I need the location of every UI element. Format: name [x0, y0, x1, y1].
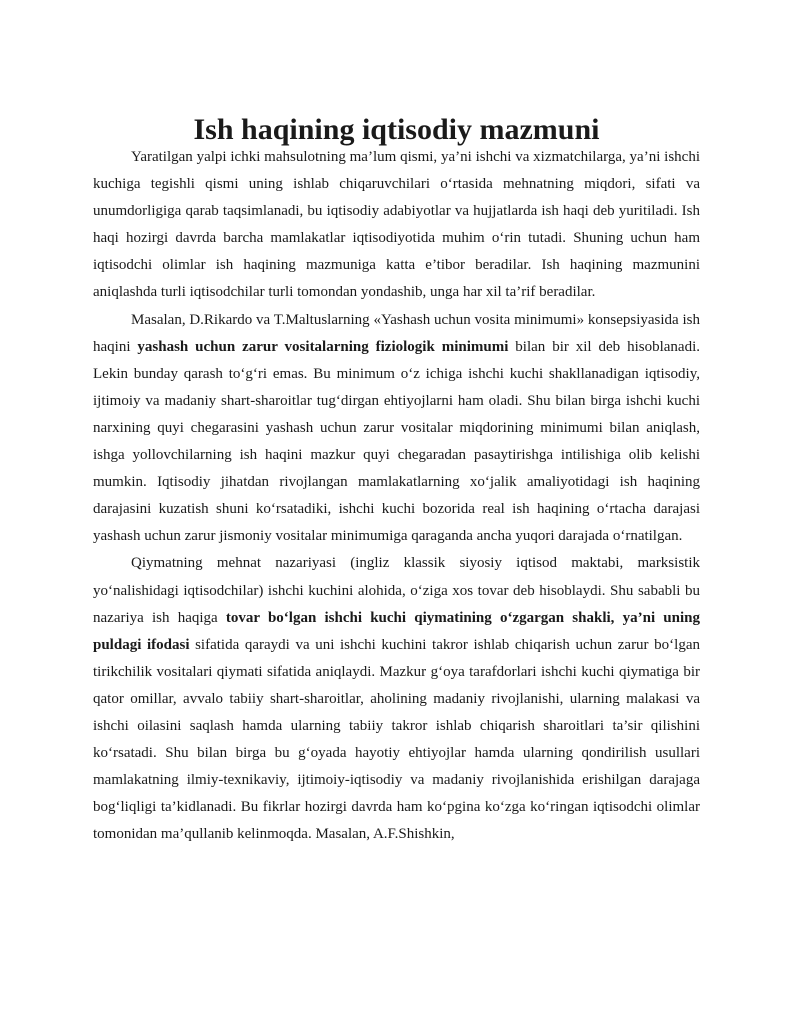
paragraph-3-bold: tovar bo‘lgan ishchi kuchi qiymatining o‘zgargan shakli, ya’ni uning puldagi ifodasi [93, 609, 701, 653]
document-page [93, 113, 701, 848]
paragraph-2-text-a: Masalan, D.Rikardo va T.Maltuslarning «Yashash uchun vosita minimumi» konsepsiyasida ish haqini [93, 311, 700, 355]
paragraph-3 [93, 550, 700, 848]
paragraph-3-text-b: sifatida qaraydi va uni ishchi kuchini takror ishlab chiqarish uchun zarur bo‘lgan tirikchilik vositalari qiymati sifatida aniqlaydi. Mazkur g‘oya tarafdorlari ishchi kuchi qiymatiga bir qator omillar, avvalo tabiiy shart-sharoitlar, aholining madaniy rivojlanishi, ularning malakasi va ishchi oilasini saqlash hamda ularning tabiiy takror ishlab chiqarish sharoitlari ta’sir qilishini ko‘rsatadi. Shu bilan birga bu g‘oyada hayotiy ehtiyojlar hamda ularning qondirilish usullari mamlakatning ilmiy-texnikaviy, ijtimoiy-iqtisodiy va madaniy rivojlanishida erishilgan darajaga bog‘liqligi ta’kidlanadi. Bu fikrlar hozirgi davrda ham ko‘pgina ko‘zga ko‘ringan iqtisodchi olimlar tomonidan ma’qullanib kelinmoqda. Masalan, A.F.Shishkin, [93, 636, 700, 843]
paragraph-2 [93, 307, 700, 551]
paragraph-2-text-b: bilan bir xil deb hisoblanadi. Lekin bunday qarash to‘g‘ri emas. Bu minimum o‘z ichiga ishchi kuchi shakllanadigan iqtisodiy, ijtimoiy va madaniy shart-sharoitlar tug‘dirgan ehtiyojlarni ham oladi. Shu bilan birga ishchi kuchi narxining quyi chegarasini yashash uchun zarur vositalar miqdorining minimumi bilan aniqlash, ishga yollovchilarning ish haqini mazkur quyi chegaradan pasaytirishga intilishiga olib kelishi mumkin. Iqtisodiy jihatdan rivojlangan mamlakatlarning xo‘jalik amaliyotidagi ish haqining darajasini kuzatish shuni ko‘rsatadiki, ishchi kuchi bozorida real ish haqining o‘rtacha darajasi yashash uchun zarur jismoniy vositalar minimumiga qaraganda ancha yuqori darajada o‘rnatilgan. [93, 338, 700, 545]
document-title: Ish haqining iqtisodiy mazmuni [193, 113, 600, 146]
paragraph-3-text-a: Qiymatning mehnat nazariyasi (ingliz klassik siyosiy iqtisod maktabi, marksistik yo‘nalishidagi iqtisodchilar) ishchi kuchini alohida, o‘ziga xos tovar deb hisoblaydi. Shu sababli bu nazariya ish haqiga [93, 555, 700, 626]
paragraph-1: Yaratilgan yalpi ichki mahsulotning ma’lum qismi, ya’ni ishchi va xizmatchilarga, ya’ni ishchi kuchiga tegishli qismi uning ishlab chiqaruvchilari o‘rtasida mehnatning miqdori, sifati va unumdorligiga qarab taqsimlanadi, bu iqtisodiy adabiyotlar va hujjatlarda ish haqi deb yuritiladi. Ish haqi hozirgi davrda barcha mamlakatlar iqtisodiyotida muhim o‘rin tutadi. Shuning uchun ham iqtisodchi olimlar ish haqining mazmuniga katta e’tibor beradilar. Ish haqining mazmunini aniqlashda turli iqtisodchilar turli tomondan yondashib, unga har xil ta’rif beradilar. [93, 149, 700, 301]
paragraph-2-bold: yashash uchun zarur vositalarning fiziologik minimumi [137, 338, 509, 355]
